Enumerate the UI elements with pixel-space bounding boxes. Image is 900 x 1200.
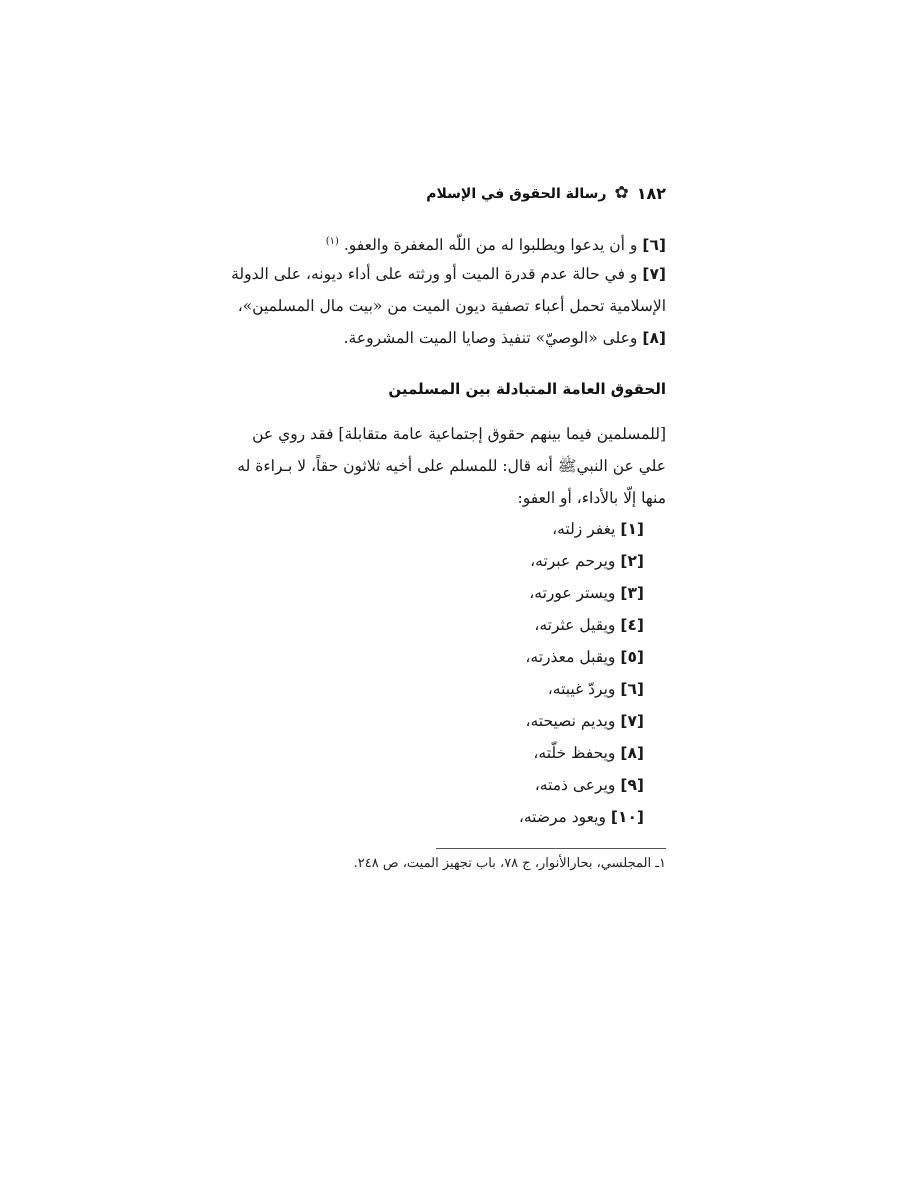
item-text: ويعود مرضته، [518,808,606,826]
book-title: رسالة الحقوق في الإسلام [426,185,607,202]
item-number: [٣] [620,584,644,602]
opening-item-6-line [236,226,666,258]
item-number: [٤] [620,616,644,634]
item-text: يغفر زلته، [552,520,616,538]
list-item [519,641,644,673]
item-number: [٦] [642,236,666,255]
item-number: [١٠] [610,808,644,826]
item-text: و في حالة عدم قدرة الميت أو ورثته على أداء ديونه، على الدولة [231,265,638,283]
item-text: ويحفظ خلّته، [533,744,616,762]
item-number: [١] [620,520,644,538]
list-item [519,737,644,769]
item-text: ويرعى ذمته، [534,776,616,794]
item-number: [٧] [642,265,666,283]
section-intro-line-2: علي عن النبيﷺ أنه قال: للمسلم على أخيه ثلاثون حقاً، لا بـراءة له [237,457,666,475]
item-text: ويرحم عبرته، [530,552,616,570]
list-item [519,705,644,737]
item-number: [٥] [620,648,644,666]
opening-item-7-line-1 [231,258,666,290]
rights-list [519,513,644,833]
item-number: [٢] [620,552,644,570]
item-text: وعلى «الوصيّ» تنفيذ وصايا الميت المشروعة. [343,329,638,347]
item-text: ويستر عورته، [529,584,616,602]
item-number: [٨] [642,329,666,347]
section-heading: الحقوق العامة المتبادلة بين المسلمين [388,380,666,398]
item-text: ويردّ غيبته، [547,680,616,698]
list-item [519,673,644,705]
list-item [519,513,644,545]
flower-ornament-icon: ✿ [614,183,629,203]
item-text: ويديم نصيحته، [525,712,616,730]
opening-item-7 [231,258,666,322]
footnote-divider [436,848,666,849]
item-number: [٧] [620,712,644,730]
list-item [519,545,644,577]
list-item [519,769,644,801]
opening-item-8 [236,322,666,354]
list-item [519,609,644,641]
list-item [519,801,644,833]
footnote-reference: (١) [325,236,339,247]
page-number: ١٨٢ [636,184,666,203]
running-header [426,184,666,203]
book-page [231,0,666,1200]
list-item [519,577,644,609]
opening-item-8-line [236,322,666,354]
opening-item-6 [236,226,666,258]
item-text: ويقيل عثرته، [534,616,616,634]
item-number: [٨] [620,744,644,762]
section-intro-line-3: منها إلّا بالأداء، أو العفو: [517,489,666,507]
item-number: [٩] [620,776,644,794]
item-text: و أن يدعوا ويطلبوا له من اللّه المغفرة والعفو. [343,236,638,255]
section-intro-line-1: [للمسلمين فيما بينهم حقوق إجتماعية عامة متقابلة] فقد روي عن [252,425,666,443]
footnote: ١ـ المجلسي، بحارالأنوار، ج ٧٨، باب تجهيز الميت، ص ٢٤٨. [353,856,666,871]
opening-item-7-line-2: الإسلامية تحمل أعباء تصفية ديون الميت من «بيت مال المسلمين»، [237,297,666,315]
item-number: [٦] [620,680,644,698]
section-intro [236,418,666,514]
item-text: ويقبل معذرته، [525,648,616,666]
